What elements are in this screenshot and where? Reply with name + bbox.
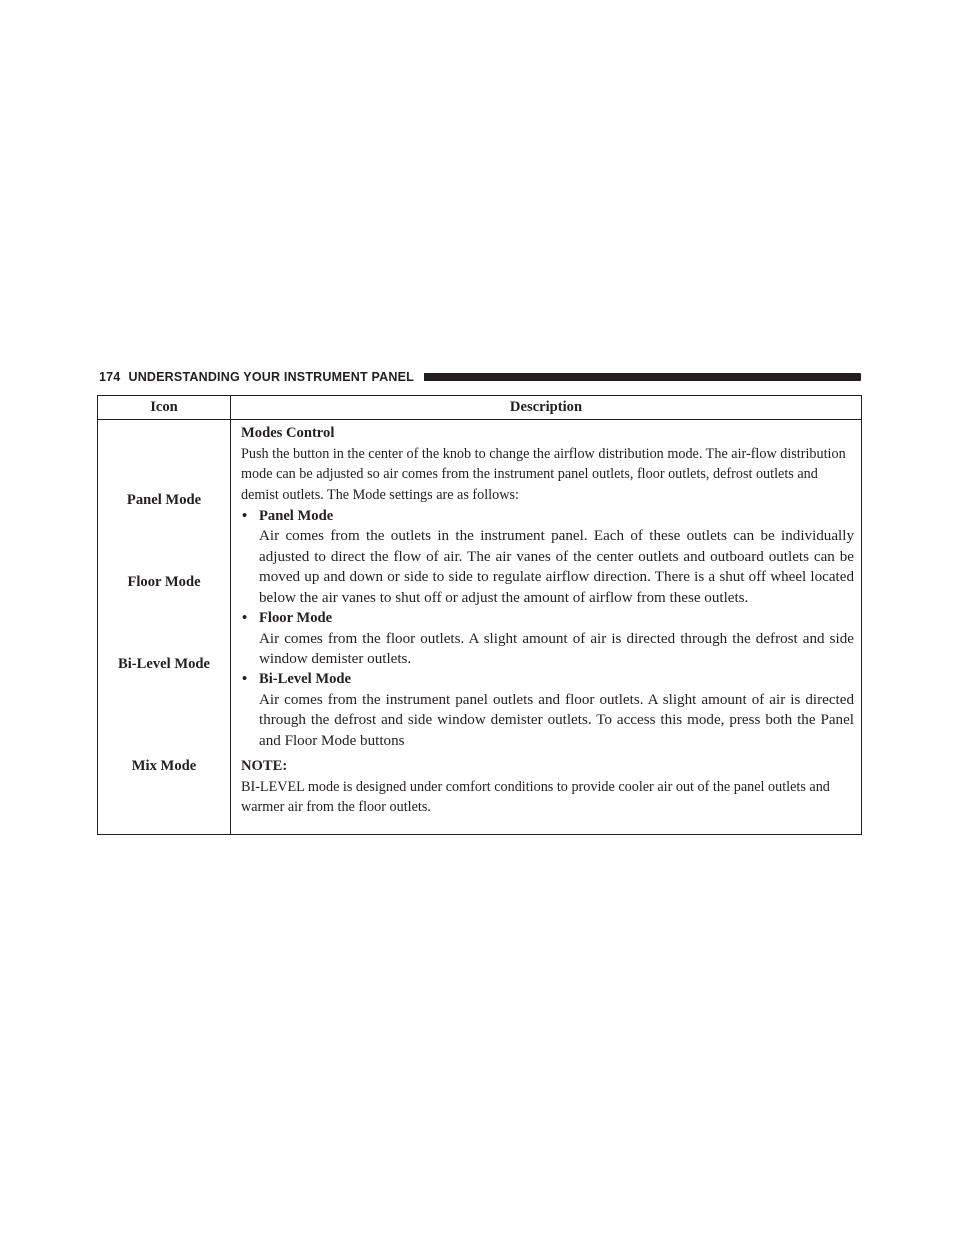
description-cell — [231, 420, 862, 835]
list-item-title: Panel Mode — [259, 507, 334, 524]
icon-label-floor-mode: Floor Mode — [127, 574, 201, 590]
column-header-icon: Icon — [98, 396, 231, 420]
list-item — [241, 669, 854, 751]
list-item-text: Air comes from the floor outlets. A slight amount of air is directed through the defrost and side window demister outlets. — [259, 630, 854, 667]
list-item-text: Air comes from the instrument panel outlets and floor outlets. A slight amount of air is directed through the defrost and side window demister outlets. To access this mode, press both the Panel and Floor Mode buttons — [259, 691, 854, 749]
icon-label-mix-mode: Mix Mode — [131, 758, 197, 774]
table-header-row — [98, 396, 862, 420]
list-item-title: Floor Mode — [259, 610, 333, 627]
page-number: 174 — [99, 370, 121, 384]
list-item-text: Air comes from the outlets in the instrument panel. Each of these outlets can be individually adjusted to direct the flow of air. The air vanes of the center outlets and outboard outlets can be moved up and down or side to side to regulate airflow direction. There is a shut off wheel located below the air vanes to shut off or adjust the amount of airflow from these outlets. — [259, 528, 854, 606]
icon-label-panel-mode: Panel Mode — [126, 492, 202, 508]
icon-label-bi-level-mode: Bi-Level Mode — [117, 656, 210, 672]
column-header-description: Description — [231, 396, 862, 420]
list-item — [241, 506, 854, 608]
note-label: NOTE: — [241, 758, 288, 775]
modes-table — [97, 395, 862, 835]
table-row — [98, 420, 862, 835]
bullet-icon: • — [242, 507, 248, 524]
mode-list — [241, 506, 854, 751]
page-header — [99, 370, 861, 384]
header-rule — [424, 373, 861, 381]
bullet-icon: • — [242, 671, 248, 688]
section-title: UNDERSTANDING YOUR INSTRUMENT PANEL — [128, 370, 414, 384]
description-title: Modes Control — [241, 425, 335, 441]
note-text: BI-LEVEL mode is designed under comfort conditions to provide cooler air out of the panel outlets and warmer air from the floor outlets. — [241, 778, 830, 816]
description-intro: Push the button in the center of the knob to change the airflow distribution mode. The air-flow distribution mode can be adjusted so air comes from the instrument panel outlets, floor outlets, defrost outlets and demist outlets. The Mode settings are as follows: — [241, 445, 846, 504]
list-item — [241, 608, 854, 669]
list-item-title: Bi-Level Mode — [259, 671, 352, 688]
icon-cell — [98, 420, 231, 835]
bullet-icon: • — [242, 610, 248, 627]
